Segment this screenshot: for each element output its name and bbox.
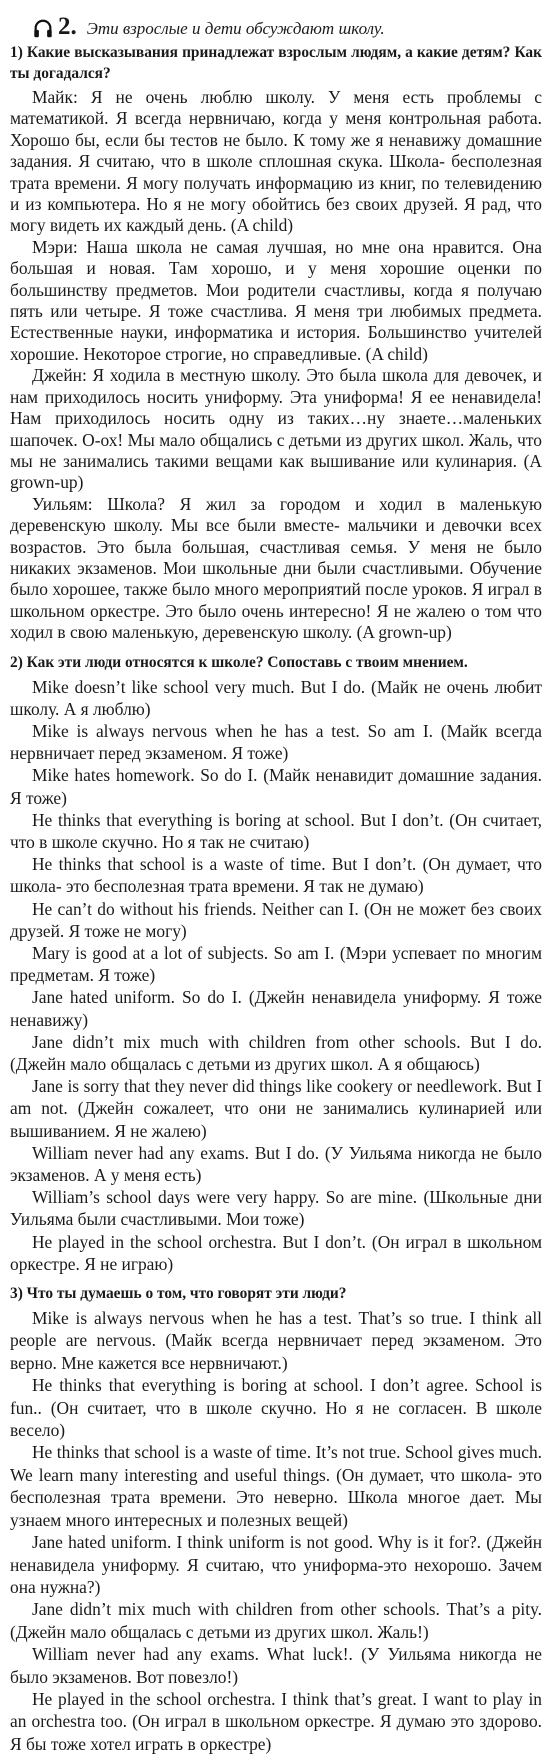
paragraph: Mary is good at a lot of subjects. So am I. (Мэри успевает по многим предметам. Я тоже) [10, 943, 542, 986]
exercise-number: 2. [58, 13, 77, 40]
paragraph: Mike doesn’t like school very much. But I do. (Майк не очень любит школу. А я люблю) [10, 676, 542, 719]
paragraph: Jane hated uniform. So do I. (Джейн ненавидела униформу. Я тоже ненавижу) [10, 987, 542, 1030]
headphones-icon [32, 18, 54, 40]
paragraph: He played in the school orchestra. But I don’t. (Он играл в школьном оркестре. Я не играю) [10, 1231, 542, 1274]
paragraph: He thinks that everything is boring at school. I don’t agree. School is fun.. (Он считает, что в школе скучно. Но я не согласен. В школе весело) [10, 1375, 542, 1441]
section-3 [10, 1283, 542, 1755]
paragraph: He thinks that school is a waste of time. It’s not true. School gives much. We learn many interesting and useful things. (Он думает, что школа- это бесполезная трата времени. Это неверно. Школа многое дает. Мы узнаем много интересных и полезных вещей) [10, 1442, 542, 1530]
paragraph: Уильям: Школа? Я жил за городом и ходил в маленькую деревенскую школу. Мы все были вместе- мальчики и девочки всех возрастов. Это была большая, счастливая семья. У меня не было никаких экзаменов. Мои школьные дни были счастливыми. Обучение было хорошее, также было много мероприятий после уроков. Я играл в школьном оркестре. Это было очень интересно! Я не жалею о том что ходил в свою маленькую, деревенскую школу. (A grown-up) [10, 493, 542, 643]
paragraph: Jane didn’t mix much with children from other schools. But I do. (Джейн мало общалась с детьми из других школ. А я общаюсь) [10, 1031, 542, 1075]
paragraph: Мэри: Наша школа не самая лучшая, но мне она нравится. Она большая и новая. Там хорошо, и у меня хорошие оценки по большинству предметов. Мои родители счастливы, когда я получаю пять или четыре. Я тоже счастлива. Я меня три любимых предмета. Естественные науки, информатика и история. Большинство учителей хорошие. Некоторое строгие, но справедливые. (A child) [10, 236, 542, 364]
section-2-question: 2) Как эти люди относятся к школе? Сопоставь с твоим мнением. [10, 653, 468, 671]
paragraph: Майк: Я не очень люблю школу. У меня есть проблемы с математикой. Я всегда нервничаю, когда у меня контрольная работа. Хорошо бы, если бы тестов не было. К тому же я ненавижу домашние задания. Я считаю, что в школе сплошная скука. Школа- бесполезная трата времени. Я могу получать информацию из книг, по телевидению и из компьютера. Но я не могу обойтись без своих друзей. Я рад, что могу видеть их каждый день. (A child) [10, 87, 542, 236]
section-3-question: 3) Что ты думаешь о том, что говорят эти люди? [10, 1285, 347, 1303]
exercise-header [32, 6, 542, 40]
paragraph: Jane hated uniform. I think uniform is not good. Why is it for?. (Джейн ненавидела униформу. Я считаю, что униформа-это нехорошо. Зачем она нужна?) [10, 1532, 542, 1597]
paragraph: He thinks that school is a waste of time. But I don’t. (Он думает, что школа- это бесполезная трата времени. Я так не думаю) [10, 854, 542, 897]
exercise-title: Эти взрослые и дети обсуждают школу. [86, 19, 385, 38]
section-2 [10, 652, 542, 1275]
paragraph: Jane didn’t mix much with children from other schools. That’s a pity. (Джейн мало общалась с детьми из других школ. Жаль!) [10, 1599, 542, 1642]
paragraph: He thinks that everything is boring at school. But I don’t. (Он считает, что в школе скучно. Но я так не считаю) [10, 809, 542, 852]
paragraph: He can’t do without his friends. Neither can I. (Он не может без своих друзей. Я тоже не могу) [10, 898, 542, 941]
paragraph: Jane is sorry that they never did things like cookery or needlework. But I am not. (Джейн сожалеет, что они не занимались кулинарией или вышиванием. Я не жалею) [10, 1076, 542, 1141]
paragraph: Mike is always nervous when he has a test. So am I. (Майк всегда нервничает перед экзаменом. Я тоже) [10, 720, 542, 764]
paragraph: Mike hates homework. So do I. (Майк ненавидит домашние задания. Я тоже) [10, 765, 542, 808]
section-1-question: 1) Какие высказывания принадлежат взрослым людям, а какие детям? Как ты догадался? [10, 44, 542, 82]
paragraph: William never had any exams. But I do. (У Уильяма никогда не было экзаменов. А у меня есть) [10, 1142, 542, 1186]
section-1 [10, 42, 542, 644]
paragraph: William’s school days were very happy. So are mine. (Школьные дни Уильяма были счастливыми. Мои тоже) [10, 1187, 542, 1230]
paragraph: William never had any exams. What luck!. (У Уильяма никогда не было экзаменов. Вот повезло!) [10, 1644, 542, 1687]
paragraph: Джейн: Я ходила в местную школу. Это была школа для девочек, и нам приходилось носить униформу. Эта униформа! Я ее ненавидела! Нам приходилось носить одну из таких…ну знаете…маленьких шапочек. О-ох! Мы мало общались с детьми из других школ. Жаль, что мы не занимались такими вещами как вышивание или кулинария. (A grown-up) [10, 365, 542, 493]
paragraph: Mike is always nervous when he has a test. That’s so true. I think all people are nervous. (Майк всегда нервничает перед экзаменом. Это верно. Мне кажется все нервничают.) [10, 1308, 542, 1373]
paragraph: He played in the school orchestra. I think that’s great. I want to play in an orchestra too. (Он играл в школьном оркестре. Я думаю это здорово. Я бы тоже хотел играть в оркестре) [10, 1688, 542, 1754]
